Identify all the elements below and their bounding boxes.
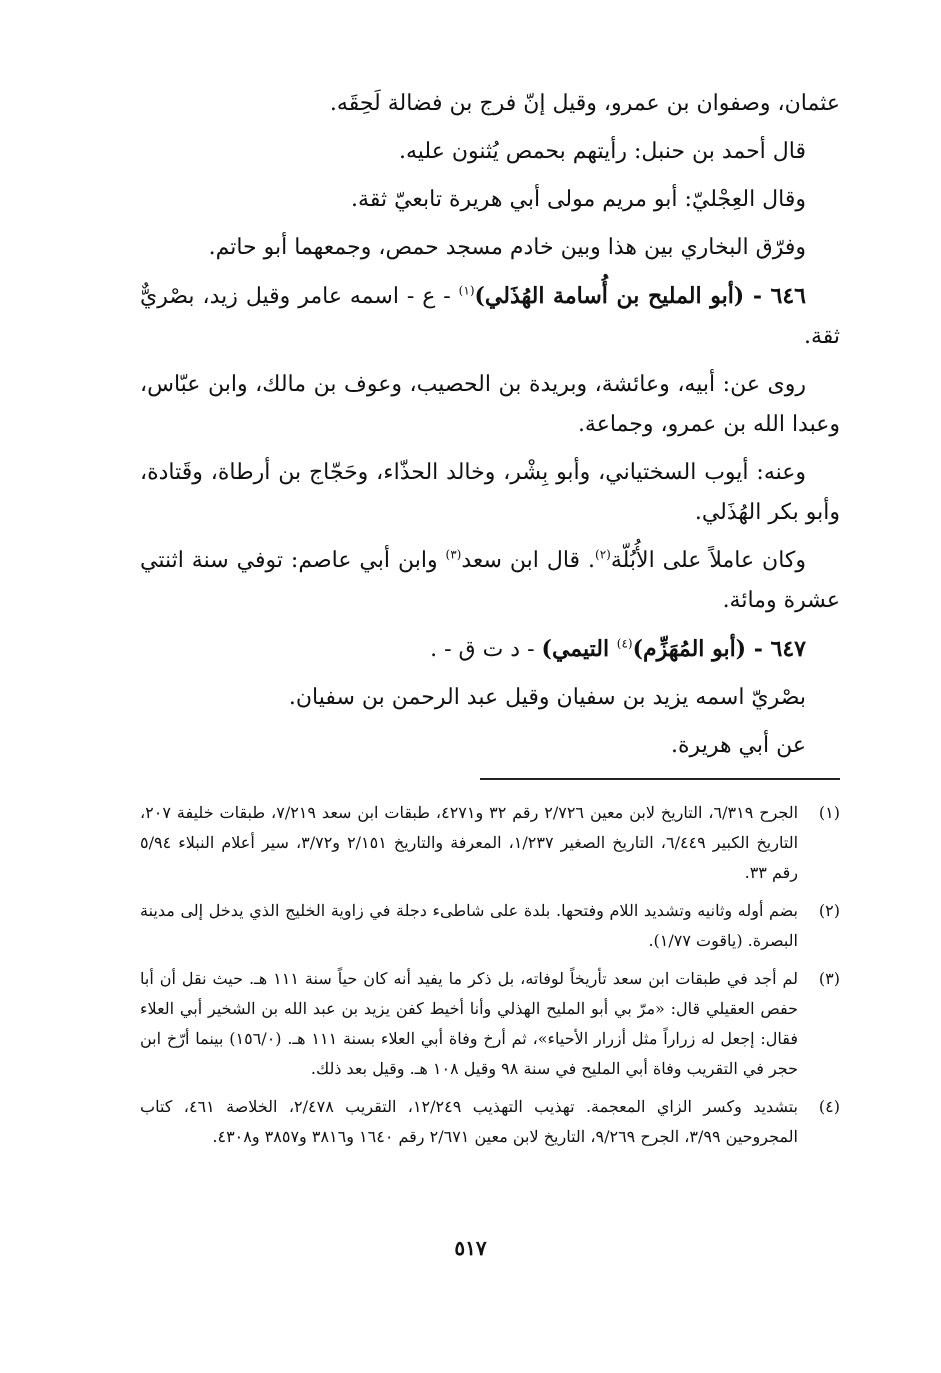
- footnote-number: (٣): [818, 969, 840, 988]
- footnote-number: (٤): [818, 1097, 840, 1116]
- footnote-ref: (٤): [616, 636, 633, 651]
- footnote-ref: (١): [458, 283, 475, 298]
- footnote: [140, 964, 840, 1084]
- text-segment: وكان عاملاً على الأُبُلّة: [610, 548, 806, 573]
- footnotes: [140, 798, 840, 1152]
- entry-646-heading: ٦٤٦ - (أبو المليح بن أُسامة الهُذَلي): [474, 283, 806, 309]
- text-segment: وابن أبي عاصم: توفي سنة اثنتي عشرة ومائة.: [140, 548, 840, 613]
- paragraph: بصْريّ اسمه يزيد بن سفيان وقيل عبد الرحمن بن سفيان.: [288, 685, 806, 710]
- entry-646-description: - ع - اسمه عامر وقيل زيد، بصْريٌّ ثقة.: [140, 284, 840, 349]
- footnote-text: لم أجد في طبقات ابن سعد تأريخاً لوفاته، بل ذكر ما يفيد أنه كان حياً سنة ١١١ هـ. حيث نقل أن أبا حفص العقيلي قال: «مرّ بي أبو المليح الهذلي وأنا أخيط كفن يزيد بن عبد الله بن الشخير أبي العلاء فقال: إجعل له زراراً مثل أزرار الأحياء»، ثم أرخ وفاة أبي العلاء بسنة ١١١ هـ. (١٥٦/٠) بينما أرّخ ابن حجر في التقريب وفاة أبي المليح في سنة ٩٨ وقيل ١٠٨ هـ. وقيل بعد ذلك.: [140, 969, 799, 1078]
- entry-647-heading: ٦٤٧ - (أبو المُهَزِّم): [632, 636, 806, 662]
- paragraph: عثمان، وصفوان بن عمرو، وقيل إنّ فرج بن فضالة لَحِقَه.: [329, 91, 840, 116]
- paragraph-narrators: وعنه: أيوب السختياني، وأبو بِشْر، وخالد الحذّاء، وحَجّاج بن أرطاة، وقَتادة، وأبو بكر الهُذَلي.: [140, 460, 840, 525]
- main-text: [140, 84, 840, 766]
- entry-646: [140, 276, 840, 357]
- footnote-number: (١): [818, 803, 840, 822]
- paragraph: وفرّق البخاري بين هذا وبين خادم مسجد حمص، وجمعهما أبو حاتم.: [208, 235, 806, 260]
- footnote-number: (٢): [818, 901, 840, 920]
- entry-647-description: - د ت ق - .: [430, 637, 542, 662]
- footnote-text: الجرح ٦/٣١٩، التاريخ لابن معين ٢/٧٢٦ رقم ٣٢ و٤٢٧١، طبقات ابن سعد ٧/٢١٩، طبقات خليفة ٢٠٧، التاريخ الكبير ٦/٤٤٩، التاريخ الصغير ١/٢٣٧، المعرفة والتاريخ ٢/١٥١ و٣/٧٢، سير أعلام النبلاء ٥/٩٤ رقم ٣٣.: [140, 803, 799, 882]
- book-page: [140, 84, 840, 1160]
- footnote-text: بضم أوله وثانيه وتشديد اللام وفتحها. بلدة على شاطىء دجلة في زاوية الخليج الذي يدخل إلى مدينة البصرة. (ياقوت ١/٧٧).: [140, 901, 798, 950]
- footnote-ref: (٢): [595, 547, 611, 562]
- footnote: [140, 896, 840, 956]
- paragraph: عن أبي هريرة.: [671, 733, 806, 758]
- text-segment: . قال ابن سعد: [461, 548, 595, 573]
- footnote-ref: (٣): [445, 547, 462, 562]
- footnote: [140, 798, 840, 888]
- entry-647-heading-tail: التيمي): [541, 636, 617, 662]
- footnote-divider: [480, 778, 840, 780]
- entry-647: [140, 629, 840, 670]
- footnote: [140, 1092, 840, 1152]
- paragraph: قال أحمد بن حنبل: رأيتهم بحمص يُثنون عليه.: [399, 139, 806, 164]
- page-number: ٥١٧: [454, 1236, 487, 1260]
- paragraph: وقال العِجْليّ: أبو مريم مولى أبي هريرة تابعيّ ثقة.: [351, 187, 806, 212]
- paragraph-death: [140, 541, 840, 621]
- footnote-text: بتشديد وكسر الزاي المعجمة. تهذيب التهذيب ١٢/٢٤٩، التقريب ٢/٤٧٨، الخلاصة ٤٦١، كتاب المجروحين ٣/٩٩، الجرح ٩/٢٦٩، التاريخ لابن معين ٢/٦٧١ رقم ١٦٤٠ و٣٨١٦ و٣٨٥٧ و٤٣٠٨.: [140, 1097, 798, 1146]
- paragraph-narrated-from: روى عن: أبيه، وعائشة، وبريدة بن الحصيب، وعوف بن مالك، وابن عبّاس، وعبدا الله بن عمرو، وجماعة.: [140, 372, 840, 437]
